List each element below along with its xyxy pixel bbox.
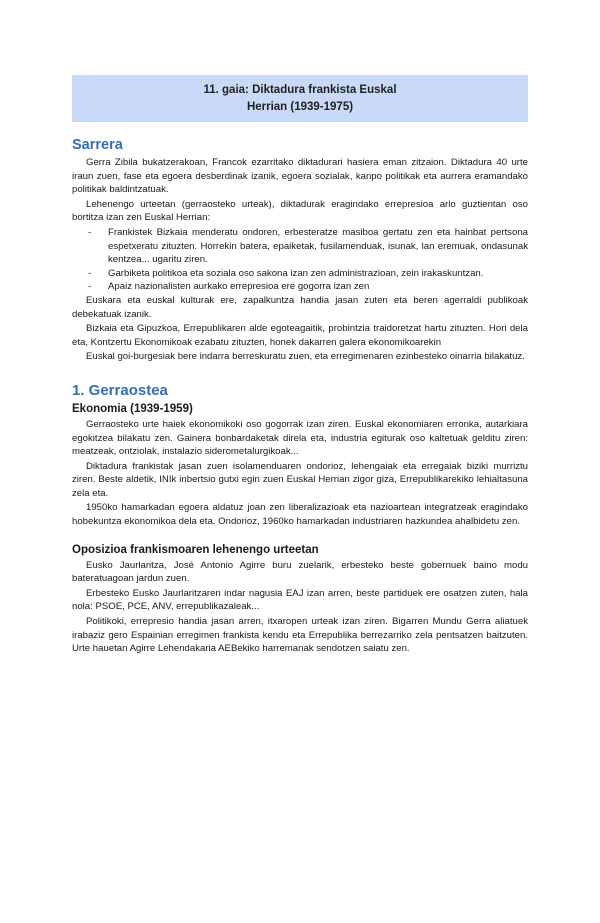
bullet-item — [72, 226, 528, 267]
dash-marker: - — [88, 226, 92, 238]
sarrera-paragraph-2: Lehenengo urteetan (gerraosteko urteak), diktadurak eragindako errepresioa arlo guztientan oso bortitza izan zen Euskal Herrian: — [72, 198, 528, 224]
repression-bullet-list — [72, 226, 528, 294]
ekonomia-paragraph-2: Diktadura frankistak jasan zuen isolamenduaren ondorioz, lehengaiak eta erregaiak biziki murriztu ziren. Beste aldetik, INIk inbertsio gutxi egin zuen Euskal Herrian zigor giza, Errepublikarekiko lehialtasuna zela eta. — [72, 460, 528, 499]
chapter-title-line-2: Herrian (1939-1975) — [246, 100, 354, 113]
sarrera-paragraph-5: Euskal goi-burgesiak bere indarra berreskuratu zuen, eta erregimenaren ezinbesteko oinarria bilakatuz. — [86, 351, 525, 363]
oposizioa-paragraph-3: Politikoki, errepresio handia jasan arren, itxaropen urteak izan ziren. Bigarren Mundu Gerra aliatuek irabaziz gero Espainian erregimen frankista kendu eta Errepublika berrezarriko zela pentsatzen baitzuten. Urte hauetan Agirre Lehendakaria AEBekiko harremanak sendotzen saiatu zen. — [72, 616, 528, 655]
dash-marker: - — [88, 267, 92, 279]
ekonomia-paragraph-1: Gerraosteko urte haiek ekonomikoki oso gogorrak izan ziren. Euskal ekonomiaren erronka, autarkiara egokitzea bilakatu zen. Gainera bonbardaketak direla eta, industria egiturak oso kaltetuak gelditu ziren: meatzeak, ontziolak, instalazio siderometalurgikoak... — [72, 418, 528, 458]
sarrera-paragraph-4: Bizkaia eta Gipuzkoa, Errepublikaren alde egoteagaitik, probintzia traidoretzat hartu zituzten. Hori dela eta, Kontzertu Ekonomikoak ezabatu zituzten, honek dakarren galera ekonomikoarekin — [72, 323, 528, 348]
section-heading-sarrera: Sarrera — [72, 137, 123, 153]
ekonomia-paragraph-3: 1950ko hamarkadan egoera aldatuz joan zen liberalizazioak eta nazioartean integratzeak eragindako hobekuntza ekonomikoa dela eta. Ondorioz, 1960ko hamarkadan industriaren hazkundea ahalbidetu zen. — [72, 502, 528, 528]
bullet-text: Frankistek Bizkaia menderatu ondoren, erbesteratze masiboa gertatu zen eta hainbat pertsona espetxeratu zituzten. Horrekin batera, epaiketak, fusilamenduak, isunak, lan eremuak, ondasunak kentzea... ugaritu ziren. — [108, 226, 528, 266]
bullet-text: Apaiz nazionalisten aurkako errepresioa ere gogorra izan zen — [108, 281, 370, 293]
chapter-title-line-1: 11. gaia: Diktadura frankista Euskal — [203, 83, 397, 96]
oposizioa-paragraph-2: Erbesteko Eusko Jaurlaritzaren indar nagusia EAJ izan arren, beste partiduek ere osatzen zuten, hala nola: PSOE, PCE, ANV, errepublikazaleak... — [72, 587, 528, 613]
subheading-oposizioa: Oposizioa frankismoaren lehenengo urteetan — [72, 543, 319, 556]
sarrera-paragraph-1: Gerra Zibila bukatzerakoan, Francok ezarritako diktadurari hasiera eman zitzaion. Diktadura 40 urte iraun zuen, fase eta egoera desberdinak izanik, egoera sozialak, kanpo politikak eta aurrera eramandako politikak baldintzatuak. — [72, 157, 528, 196]
bullet-text: Garbiketa politikoa eta soziala oso sakona izan zen administrazioan, zein irakaskuntzan. — [108, 267, 484, 279]
dash-marker: - — [88, 281, 92, 293]
chapter-title-box — [72, 75, 528, 122]
section-heading-gerraostea: 1. Gerraostea — [72, 381, 168, 399]
sarrera-paragraph-3: Euskara eta euskal kulturak ere, zapalkuntza handia jasan zuten eta beren agerraldi publikoak debekatuak izanik. — [72, 294, 528, 320]
oposizioa-paragraph-1: Eusko Jaurlaritza, José Antonio Agirre buru zuelarik, erbesteko beste gobernuek baino modu bateratuagoan jardun zuen. — [72, 559, 528, 585]
subheading-ekonomia: Ekonomia (1939-1959) — [72, 402, 193, 415]
bullet-item — [72, 280, 528, 294]
document-page — [0, 75, 600, 923]
bullet-item — [72, 267, 528, 281]
